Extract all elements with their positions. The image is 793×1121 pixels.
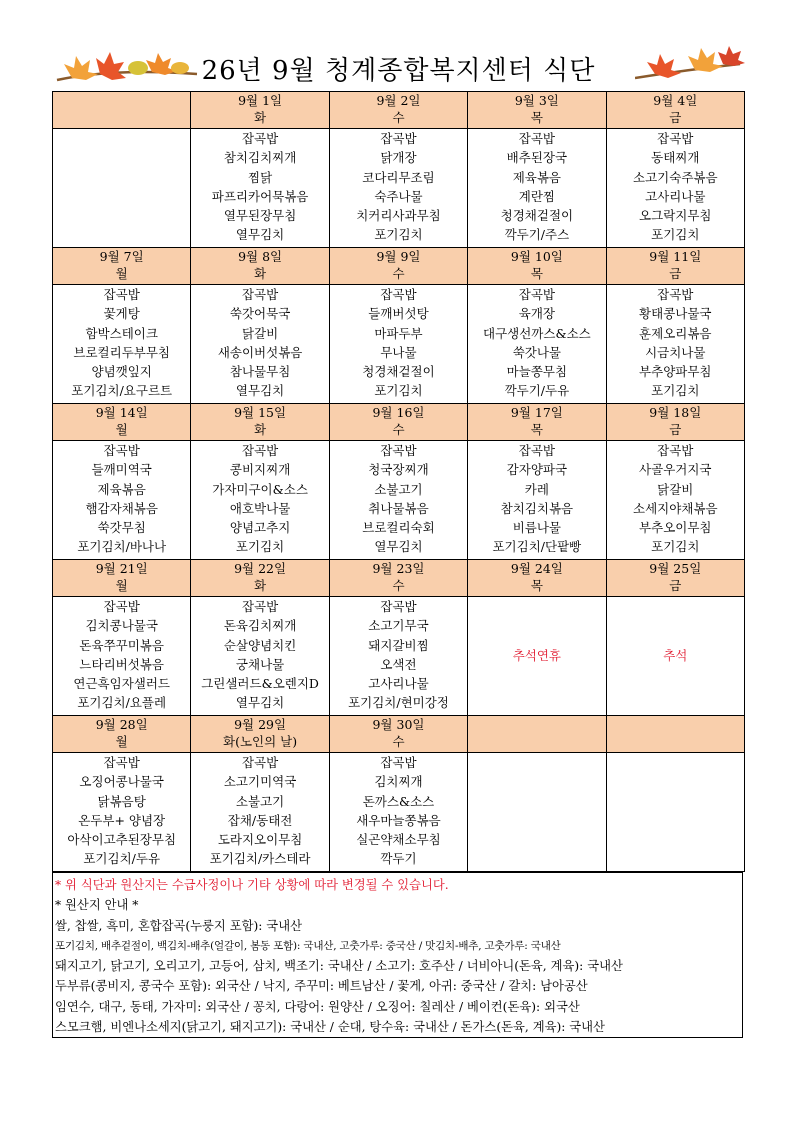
- menu-item: 잡곡밥: [657, 131, 694, 146]
- weekday-label: 수: [392, 266, 405, 281]
- menu-item: 열무김치: [235, 227, 285, 243]
- weekday-label: 화(노인의 날): [223, 734, 298, 749]
- holiday-label: 추석: [663, 648, 688, 664]
- date-label: 9월 25일: [649, 561, 702, 576]
- menu-item: 잡곡밥: [103, 755, 140, 770]
- menu-item: 황태콩나물국: [639, 306, 712, 322]
- menu-cell: [329, 129, 467, 248]
- day-header-cell: [53, 92, 191, 129]
- menu-item: 육개장: [518, 306, 555, 322]
- menu-item: 오그락지무침: [639, 208, 712, 224]
- origin-line: 두부류(콩비지, 콩국수 포함): 외국산 / 낙지, 주꾸미: 베트남산 / 꽃게, 아귀: 중국산 / 갈치: 남아공산: [55, 979, 588, 994]
- menu-cell: [191, 753, 329, 872]
- menu-item: 숙주나물: [374, 188, 423, 204]
- origin-title: * 원산지 안내 *: [55, 898, 139, 913]
- date-label: 9월 21일: [95, 561, 148, 576]
- weekday-label: 수: [392, 578, 405, 593]
- menu-item: 쑥갓나물: [512, 344, 562, 360]
- menu-cell: [329, 753, 467, 872]
- day-header-cell: [468, 248, 606, 285]
- menu-item: 잡곡밥: [380, 443, 417, 458]
- day-header-cell: [53, 248, 191, 285]
- menu-item: 가자미구이&소스: [212, 481, 308, 497]
- day-header-cell: [468, 404, 606, 441]
- menu-item: 포기김치: [374, 227, 423, 243]
- menu-cell: [606, 129, 744, 248]
- menu-item: 김치찌개: [374, 774, 423, 790]
- menu-row: [53, 129, 745, 248]
- menu-item: 궁채나물: [235, 656, 285, 672]
- menu-item: 연근흑임자샐러드: [73, 676, 170, 692]
- day-header-cell: [329, 560, 467, 597]
- date-label: 9월 11일: [649, 249, 702, 264]
- menu-row: [53, 285, 745, 404]
- menu-item: 소세지야채볶음: [633, 500, 718, 516]
- page-header: [52, 38, 745, 88]
- menu-cell: [191, 285, 329, 404]
- menu-item: 포기김치/두유: [83, 851, 161, 867]
- day-header-cell: [329, 404, 467, 441]
- menu-item: 잡곡밥: [380, 131, 417, 146]
- menu-cell: [53, 441, 191, 560]
- date-label: 9월 1일: [238, 93, 283, 108]
- menu-item: 돈육쭈꾸미볶음: [79, 637, 164, 653]
- menu-item: 잡곡밥: [518, 131, 555, 146]
- menu-item: 고사리나물: [368, 676, 429, 692]
- day-header-cell: [468, 716, 606, 753]
- menu-item: 순살양념치킨: [223, 637, 297, 653]
- menu-item: 감자양파국: [506, 462, 568, 478]
- menu-item: 들깨버섯탕: [368, 306, 429, 322]
- menu-item: 함박스테이크: [85, 325, 158, 341]
- date-label: 9월 17일: [510, 405, 563, 420]
- menu-cell: [468, 285, 606, 404]
- menu-item: 포기김치/요플레: [77, 695, 167, 711]
- date-label: 9월 2일: [376, 93, 421, 108]
- menu-cell: [606, 441, 744, 560]
- menu-item: 돈육김치찌개: [223, 618, 297, 634]
- menu-item: 사골우거지국: [639, 462, 712, 478]
- date-label: 9월 8일: [238, 249, 283, 264]
- menu-item: 청국장찌개: [368, 462, 429, 478]
- origin-line: 쌀, 찹쌀, 흑미, 혼합잡곡(누룽지 포함): 국내산: [55, 918, 302, 933]
- date-label: 9월 29일: [234, 717, 287, 732]
- day-header-cell: [53, 560, 191, 597]
- menu-item: 포기김치/카스테라: [209, 851, 311, 867]
- menu-cell: [606, 285, 744, 404]
- weekday-label: 금: [669, 110, 682, 125]
- menu-item: 돈까스&소스: [362, 793, 435, 809]
- menu-item: 열무김치: [374, 539, 423, 555]
- weekday-label: 목: [530, 422, 543, 437]
- date-label: 9월 24일: [510, 561, 563, 576]
- menu-item: 카레: [524, 481, 549, 497]
- menu-item: 브로컬리숙회: [362, 520, 435, 536]
- date-label: 9월 18일: [649, 405, 702, 420]
- menu-item: 포기김치: [374, 383, 423, 399]
- menu-item: 깍두기: [380, 851, 417, 867]
- origin-line: 돼지고기, 닭고기, 오리고기, 고등어, 삼치, 백조기: 국내산 / 소고기: 호주산 / 너비아니(돈육, 계육): 국내산: [55, 959, 623, 974]
- day-header-cell: [53, 404, 191, 441]
- menu-cell: [606, 597, 744, 716]
- date-label: 9월 22일: [234, 561, 287, 576]
- menu-cell: [53, 597, 191, 716]
- menu-item: 잡곡밥: [241, 131, 279, 146]
- menu-cell: [329, 285, 467, 404]
- menu-item: 잡곡밥: [103, 443, 140, 458]
- menu-item: 부추오이무침: [639, 520, 712, 536]
- date-label: 9월 28일: [95, 717, 148, 732]
- weekly-menu-table: [52, 91, 745, 872]
- day-header-cell: [606, 92, 744, 129]
- day-header-cell: [606, 404, 744, 441]
- menu-item: 고사리나물: [645, 188, 706, 204]
- menu-item: 잡곡밥: [241, 755, 279, 770]
- origin-line: 임연수, 대구, 동태, 가자미: 외국산 / 꽁치, 다랑어: 원양산 / 오징어: 칠레산 / 베이컨(돈육): 외국산: [55, 999, 580, 1014]
- day-header-cell: [468, 92, 606, 129]
- menu-item: 콩비지찌개: [229, 462, 291, 478]
- menu-item: 포기김치: [651, 383, 700, 399]
- menu-item: 양념고추지: [229, 520, 291, 536]
- menu-cell: [191, 129, 329, 248]
- day-header-cell: [606, 248, 744, 285]
- menu-item: 잡곡밥: [241, 287, 279, 302]
- weekday-label: 수: [392, 422, 405, 437]
- menu-item: 찜닭: [248, 169, 273, 185]
- menu-item: 대구생선까스&소스: [483, 325, 591, 341]
- weekday-label: 금: [669, 578, 682, 593]
- menu-item: 포기김치/단팥빵: [492, 539, 582, 555]
- menu-item: 쑥갓어묵국: [229, 306, 291, 322]
- menu-item: 청경채겉절이: [362, 364, 435, 380]
- menu-item: 브로컬리두부무침: [73, 344, 170, 360]
- weekday-label: 수: [392, 734, 405, 749]
- menu-cell: [53, 129, 191, 248]
- date-label: 9월 10일: [510, 249, 563, 264]
- menu-item: 잡채/동태전: [227, 812, 293, 828]
- menu-item: 새우마늘쫑볶음: [356, 812, 441, 828]
- menu-item: 잡곡밥: [657, 287, 694, 302]
- menu-item: 소불고기: [374, 481, 423, 497]
- menu-item: 잡곡밥: [103, 599, 140, 614]
- weekday-label: 목: [530, 110, 543, 125]
- day-header-cell: [191, 716, 329, 753]
- day-header-cell: [329, 248, 467, 285]
- date-label: 9월 14일: [95, 405, 148, 420]
- weekday-label: 월: [115, 266, 128, 281]
- menu-item: 오징어콩나물국: [79, 774, 164, 790]
- origin-line: 스모크햄, 비엔나소세지(닭고기, 돼지고기): 국내산 / 순대, 탕수육: 국내산 / 돈가스(돈육, 계육): 국내산: [55, 1020, 605, 1035]
- menu-cell: [53, 753, 191, 872]
- menu-cell: [191, 441, 329, 560]
- day-header-row: [53, 716, 745, 753]
- menu-item: 취나물볶음: [368, 500, 429, 516]
- menu-item: 제육볶음: [512, 169, 562, 185]
- menu-item: 애호박나물: [229, 500, 291, 516]
- menu-item: 꽃게탕: [103, 306, 140, 322]
- weekday-label: 금: [669, 266, 682, 281]
- menu-item: 그린샐러드&오렌지D: [201, 676, 319, 692]
- day-header-cell: [53, 716, 191, 753]
- menu-cell: [468, 129, 606, 248]
- weekday-label: 화: [254, 422, 267, 437]
- weekday-label: 월: [115, 578, 128, 593]
- origin-line: 포기김치, 배추겉절이, 백김치-배추(얼갈이, 봄동 포함): 국내산, 고춧가루: 중국산 / 맛김치-배추, 고춧가루: 국내산: [55, 939, 561, 952]
- weekday-label: 목: [530, 578, 543, 593]
- menu-row: [53, 441, 745, 560]
- menu-cell: [606, 753, 744, 872]
- footer-notes: [52, 872, 743, 1038]
- menu-item: 포기김치: [651, 227, 700, 243]
- menu-item: 깍두기/두유: [504, 383, 570, 399]
- menu-item: 열무김치: [235, 383, 285, 399]
- menu-item: 잡곡밥: [103, 287, 140, 302]
- menu-item: 햄감자채볶음: [85, 500, 158, 516]
- menu-item: 훈제오리볶음: [639, 325, 712, 341]
- menu-item: 오색전: [380, 656, 417, 672]
- menu-item: 닭개장: [380, 150, 417, 166]
- weekday-label: 수: [392, 110, 405, 125]
- weekday-label: 목: [530, 266, 543, 281]
- day-header-row: [53, 248, 745, 285]
- menu-item: 열무된장무침: [223, 208, 297, 224]
- menu-item: 파프리카어묵볶음: [211, 188, 309, 204]
- menu-item: 참치김치찌개: [223, 150, 297, 166]
- day-header-cell: [191, 404, 329, 441]
- menu-item: 참치김치볶음: [500, 500, 574, 516]
- menu-item: 소고기무국: [368, 618, 429, 634]
- menu-item: 소고기숙주볶음: [633, 169, 718, 185]
- menu-cell: [468, 597, 606, 716]
- menu-item: 포기김치: [651, 539, 700, 555]
- menu-item: 마늘쫑무침: [506, 364, 568, 380]
- date-label: 9월 15일: [234, 405, 287, 420]
- menu-item: 잡곡밥: [241, 443, 279, 458]
- day-header-row: [53, 404, 745, 441]
- menu-item: 양념깻잎지: [91, 364, 152, 380]
- day-header-cell: [606, 560, 744, 597]
- menu-item: 아삭이고추된장무침: [67, 832, 177, 848]
- date-label: 9월 9일: [376, 249, 421, 264]
- menu-item: 잡곡밥: [657, 443, 694, 458]
- date-label: 9월 23일: [372, 561, 425, 576]
- day-header-cell: [191, 248, 329, 285]
- menu-cell: [191, 597, 329, 716]
- menu-item: 잡곡밥: [380, 755, 417, 770]
- date-label: 9월 4일: [653, 93, 698, 108]
- menu-cell: [468, 753, 606, 872]
- menu-item: 들깨미역국: [91, 462, 152, 478]
- menu-item: 도라지오이무침: [217, 832, 303, 848]
- menu-item: 돼지갈비찜: [368, 637, 429, 653]
- menu-item: 코다리무조림: [362, 169, 435, 185]
- date-label: 9월 16일: [372, 405, 425, 420]
- date-label: 9월 7일: [99, 249, 144, 264]
- day-header-row: [53, 560, 745, 597]
- date-label: 9월 30일: [372, 717, 425, 732]
- menu-item: 실곤약채소무침: [356, 832, 441, 848]
- day-header-row: [53, 92, 745, 129]
- menu-item: 포기김치/바나나: [77, 539, 167, 555]
- page-title: 26년 9월 청계종합복지센터 식단: [201, 56, 596, 86]
- menu-item: 잡곡밥: [518, 443, 555, 458]
- day-header-cell: [606, 716, 744, 753]
- date-label: 9월 3일: [514, 93, 559, 108]
- menu-item: 비름나물: [512, 520, 562, 536]
- weekday-label: 월: [115, 734, 128, 749]
- day-header-cell: [468, 560, 606, 597]
- menu-item: 잡곡밥: [241, 599, 279, 614]
- menu-item: 잡곡밥: [518, 287, 555, 302]
- menu-cell: [53, 285, 191, 404]
- menu-row: [53, 597, 745, 716]
- menu-item: 잡곡밥: [380, 287, 417, 302]
- weekday-label: 화: [254, 266, 267, 281]
- day-header-cell: [191, 92, 329, 129]
- menu-item: 청경채겉절이: [500, 208, 574, 224]
- menu-row: [53, 753, 745, 872]
- menu-item: 배추된장국: [506, 150, 568, 166]
- menu-item: 쑥갓무침: [97, 520, 146, 536]
- day-header-cell: [329, 92, 467, 129]
- menu-item: 소고기미역국: [223, 774, 297, 790]
- menu-item: 부추양파무침: [639, 364, 712, 380]
- menu-item: 동태찌개: [651, 150, 700, 166]
- menu-item: 제육볶음: [97, 481, 146, 497]
- menu-item: 닭갈비: [657, 481, 694, 497]
- menu-item: 소불고기: [235, 793, 285, 809]
- menu-item: 닭갈비: [241, 325, 279, 341]
- menu-item: 포기김치/현미강정: [348, 695, 449, 711]
- menu-cell: [329, 597, 467, 716]
- menu-item: 느타리버섯볶음: [79, 656, 164, 672]
- holiday-label: 추석연휴: [512, 648, 562, 664]
- weekday-label: 화: [254, 578, 267, 593]
- menu-item: 계란찜: [518, 188, 555, 204]
- day-header-cell: [191, 560, 329, 597]
- menu-item: 온두부+ 양념장: [78, 812, 166, 828]
- menu-item: 치커리사과무침: [356, 208, 441, 224]
- menu-item: 무나물: [380, 344, 417, 360]
- menu-item: 닭볶음탕: [97, 793, 146, 809]
- day-header-cell: [329, 716, 467, 753]
- menu-item: 김치콩나물국: [85, 618, 158, 634]
- menu-item: 열무김치: [235, 695, 285, 711]
- weekday-label: 월: [115, 422, 128, 437]
- weekday-label: 화: [254, 110, 267, 125]
- weekday-label: 금: [669, 422, 682, 437]
- menu-cell: [468, 441, 606, 560]
- menu-item: 포기김치/요구르트: [71, 383, 173, 399]
- menu-item: 시금치나물: [645, 344, 706, 360]
- menu-item: 새송이버섯볶음: [217, 344, 303, 360]
- menu-item: 마파두부: [374, 325, 423, 341]
- menu-item: 깍두기/주스: [504, 227, 570, 243]
- menu-item: 참나물무침: [229, 364, 291, 380]
- menu-item: 잡곡밥: [380, 599, 417, 614]
- change-notice: * 위 식단과 원산지는 수급사정이나 기타 상황에 따라 변경될 수 있습니다.: [55, 878, 449, 892]
- menu-cell: [329, 441, 467, 560]
- menu-item: 포기김치: [235, 539, 285, 555]
